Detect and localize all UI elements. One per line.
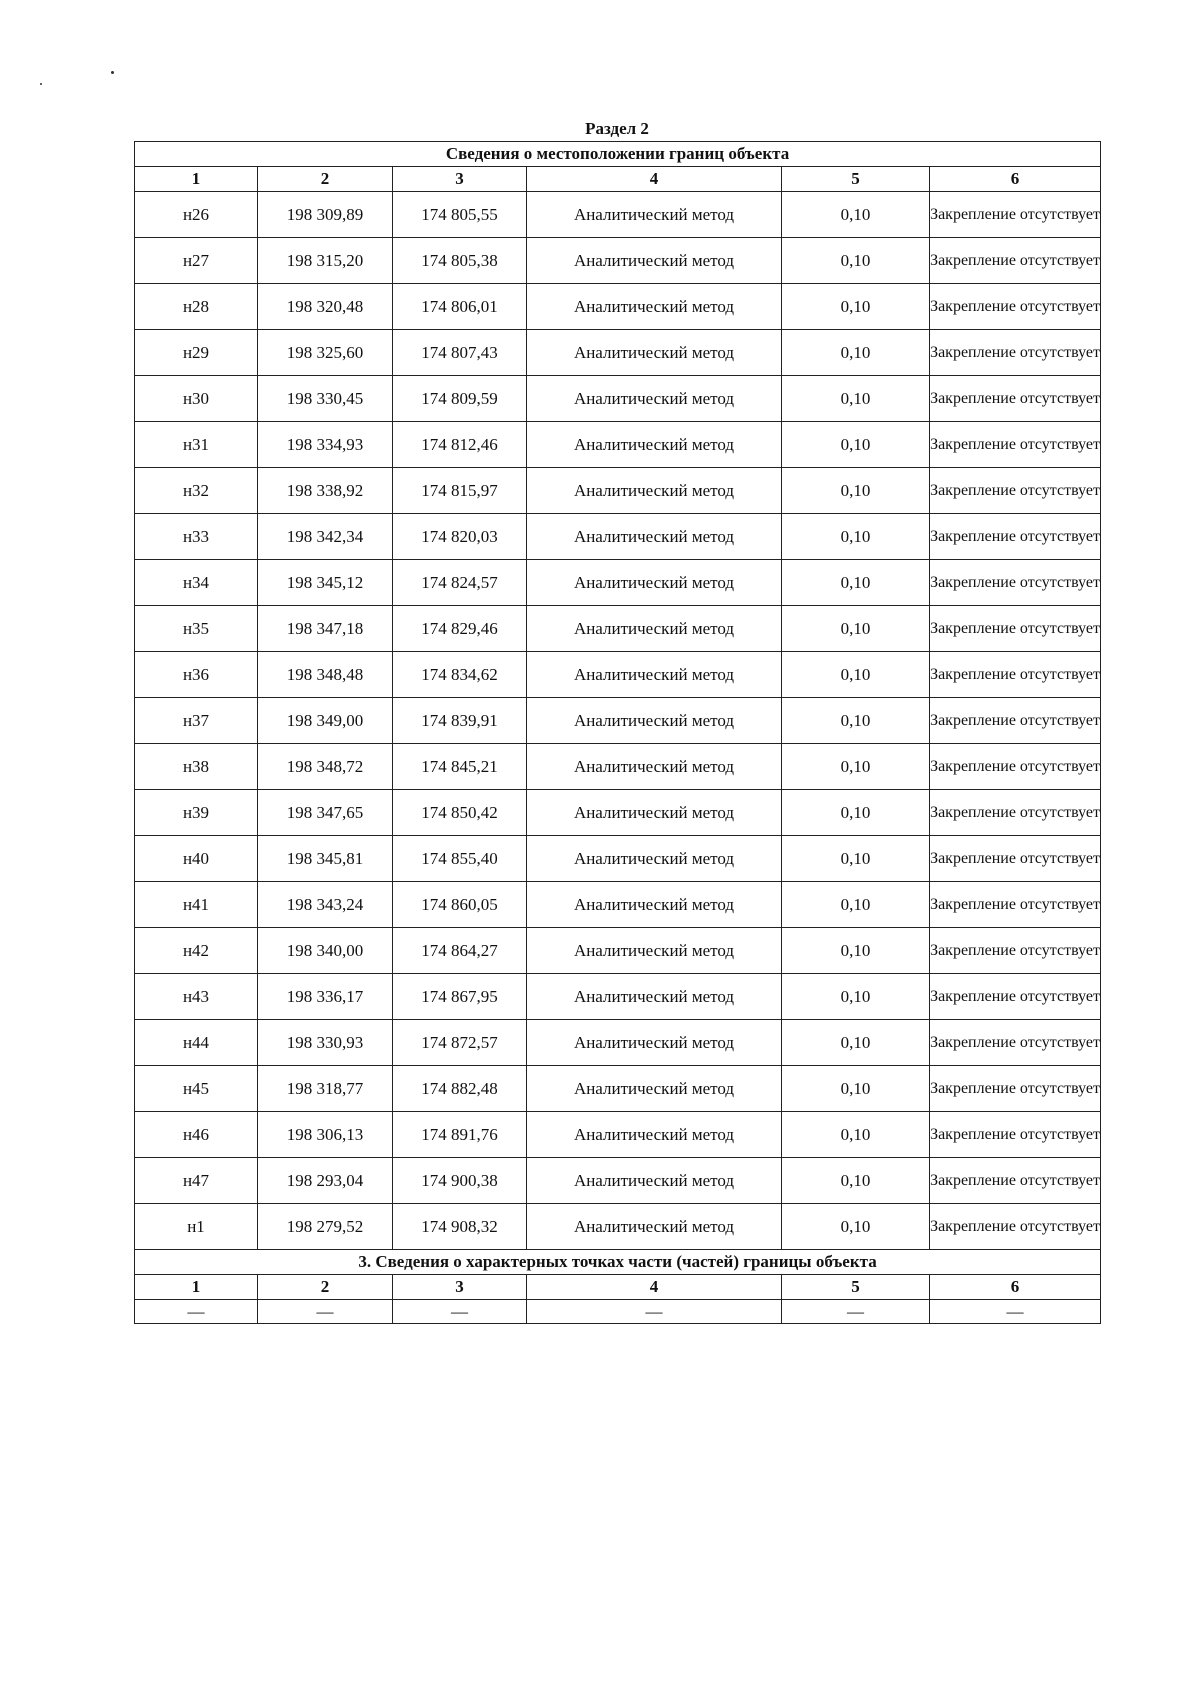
- point-number-cell: н47: [135, 1158, 258, 1204]
- fixing-description-cell: Закрепление отсутствует: [930, 1020, 1101, 1066]
- point-number-cell: н26: [135, 192, 258, 238]
- point-number-cell: н45: [135, 1066, 258, 1112]
- accuracy-cell: 0,10: [782, 1066, 930, 1112]
- y-coordinate-cell: 174 855,40: [393, 836, 527, 882]
- fixing-description-cell: Закрепление отсутствует: [930, 192, 1101, 238]
- x-coordinate-cell: 198 325,60: [258, 330, 393, 376]
- point-number-cell: н33: [135, 514, 258, 560]
- point-number-cell: н34: [135, 560, 258, 606]
- empty-cell: —: [393, 1300, 527, 1324]
- column-number: 4: [527, 1275, 782, 1300]
- x-coordinate-cell: 198 340,00: [258, 928, 393, 974]
- point-number-cell: н29: [135, 330, 258, 376]
- fixing-description-cell: Закрепление отсутствует: [930, 974, 1101, 1020]
- table-row: [135, 744, 1101, 790]
- y-coordinate-cell: 174 805,55: [393, 192, 527, 238]
- column-number: 3: [393, 1275, 527, 1300]
- x-coordinate-cell: 198 342,34: [258, 514, 393, 560]
- part3-title: 3. Сведения о характерных точках части (частей) границы объекта: [135, 1250, 1101, 1275]
- fixing-description-cell: Закрепление отсутствует: [930, 882, 1101, 928]
- x-coordinate-cell: 198 343,24: [258, 882, 393, 928]
- y-coordinate-cell: 174 805,38: [393, 238, 527, 284]
- point-number-cell: н37: [135, 698, 258, 744]
- fixing-description-cell: Закрепление отсутствует: [930, 330, 1101, 376]
- part2-column-numbers: [135, 167, 1101, 192]
- accuracy-cell: 0,10: [782, 928, 930, 974]
- table-row: [135, 422, 1101, 468]
- fixing-description-cell: Закрепление отсутствует: [930, 1158, 1101, 1204]
- x-coordinate-cell: 198 315,20: [258, 238, 393, 284]
- y-coordinate-cell: 174 809,59: [393, 376, 527, 422]
- accuracy-cell: 0,10: [782, 790, 930, 836]
- method-cell: Аналитический метод: [527, 836, 782, 882]
- fixing-description-cell: Закрепление отсутствует: [930, 744, 1101, 790]
- y-coordinate-cell: 174 882,48: [393, 1066, 527, 1112]
- method-cell: Аналитический метод: [527, 928, 782, 974]
- part3-empty-row: [135, 1300, 1101, 1324]
- table-row: [135, 1066, 1101, 1112]
- method-cell: Аналитический метод: [527, 1066, 782, 1112]
- column-number: 6: [930, 1275, 1101, 1300]
- y-coordinate-cell: 174 812,46: [393, 422, 527, 468]
- method-cell: Аналитический метод: [527, 606, 782, 652]
- fixing-description-cell: Закрепление отсутствует: [930, 1112, 1101, 1158]
- x-coordinate-cell: 198 334,93: [258, 422, 393, 468]
- y-coordinate-cell: 174 820,03: [393, 514, 527, 560]
- table-row: [135, 468, 1101, 514]
- part2-title-row: [135, 142, 1101, 167]
- table-row: [135, 974, 1101, 1020]
- point-number-cell: н30: [135, 376, 258, 422]
- y-coordinate-cell: 174 839,91: [393, 698, 527, 744]
- column-number: 2: [258, 167, 393, 192]
- empty-cell: —: [527, 1300, 782, 1324]
- y-coordinate-cell: 174 908,32: [393, 1204, 527, 1250]
- accuracy-cell: 0,10: [782, 744, 930, 790]
- empty-cell: —: [135, 1300, 258, 1324]
- x-coordinate-cell: 198 347,18: [258, 606, 393, 652]
- column-number: 1: [135, 1275, 258, 1300]
- method-cell: Аналитический метод: [527, 514, 782, 560]
- x-coordinate-cell: 198 330,45: [258, 376, 393, 422]
- x-coordinate-cell: 198 330,93: [258, 1020, 393, 1066]
- fixing-description-cell: Закрепление отсутствует: [930, 560, 1101, 606]
- fixing-description-cell: Закрепление отсутствует: [930, 1204, 1101, 1250]
- x-coordinate-cell: 198 336,17: [258, 974, 393, 1020]
- fixing-description-cell: Закрепление отсутствует: [930, 836, 1101, 882]
- y-coordinate-cell: 174 807,43: [393, 330, 527, 376]
- point-number-cell: н27: [135, 238, 258, 284]
- method-cell: Аналитический метод: [527, 376, 782, 422]
- table-row: [135, 1112, 1101, 1158]
- method-cell: Аналитический метод: [527, 560, 782, 606]
- accuracy-cell: 0,10: [782, 560, 930, 606]
- fixing-description-cell: Закрепление отсутствует: [930, 514, 1101, 560]
- accuracy-cell: 0,10: [782, 1020, 930, 1066]
- accuracy-cell: 0,10: [782, 1112, 930, 1158]
- y-coordinate-cell: 174 867,95: [393, 974, 527, 1020]
- y-coordinate-cell: 174 872,57: [393, 1020, 527, 1066]
- empty-cell: —: [258, 1300, 393, 1324]
- method-cell: Аналитический метод: [527, 1158, 782, 1204]
- method-cell: Аналитический метод: [527, 422, 782, 468]
- fixing-description-cell: Закрепление отсутствует: [930, 698, 1101, 744]
- x-coordinate-cell: 198 279,52: [258, 1204, 393, 1250]
- accuracy-cell: 0,10: [782, 698, 930, 744]
- table-row: [135, 882, 1101, 928]
- x-coordinate-cell: 198 345,12: [258, 560, 393, 606]
- y-coordinate-cell: 174 824,57: [393, 560, 527, 606]
- x-coordinate-cell: 198 348,72: [258, 744, 393, 790]
- column-number: 1: [135, 167, 258, 192]
- column-number: 2: [258, 1275, 393, 1300]
- fixing-description-cell: Закрепление отсутствует: [930, 376, 1101, 422]
- column-number: 5: [782, 167, 930, 192]
- scan-speck: [40, 83, 42, 85]
- accuracy-cell: 0,10: [782, 192, 930, 238]
- section-label: Раздел 2: [585, 119, 649, 138]
- table-row: [135, 698, 1101, 744]
- accuracy-cell: 0,10: [782, 836, 930, 882]
- scan-speck: [111, 71, 114, 74]
- empty-cell: —: [782, 1300, 930, 1324]
- method-cell: Аналитический метод: [527, 468, 782, 514]
- method-cell: Аналитический метод: [527, 1204, 782, 1250]
- y-coordinate-cell: 174 864,27: [393, 928, 527, 974]
- x-coordinate-cell: 198 349,00: [258, 698, 393, 744]
- y-coordinate-cell: 174 891,76: [393, 1112, 527, 1158]
- table-row: [135, 790, 1101, 836]
- x-coordinate-cell: 198 318,77: [258, 1066, 393, 1112]
- part3-column-numbers: [135, 1275, 1101, 1300]
- accuracy-cell: 0,10: [782, 422, 930, 468]
- table-row: [135, 238, 1101, 284]
- accuracy-cell: 0,10: [782, 974, 930, 1020]
- method-cell: Аналитический метод: [527, 882, 782, 928]
- table-row: [135, 514, 1101, 560]
- method-cell: Аналитический метод: [527, 652, 782, 698]
- point-number-cell: н44: [135, 1020, 258, 1066]
- point-number-cell: н39: [135, 790, 258, 836]
- part2-title: Сведения о местоположении границ объекта: [135, 142, 1101, 167]
- y-coordinate-cell: 174 900,38: [393, 1158, 527, 1204]
- method-cell: Аналитический метод: [527, 1112, 782, 1158]
- y-coordinate-cell: 174 834,62: [393, 652, 527, 698]
- table-row: [135, 284, 1101, 330]
- accuracy-cell: 0,10: [782, 330, 930, 376]
- x-coordinate-cell: 198 293,04: [258, 1158, 393, 1204]
- point-number-cell: н40: [135, 836, 258, 882]
- x-coordinate-cell: 198 348,48: [258, 652, 393, 698]
- method-cell: Аналитический метод: [527, 330, 782, 376]
- fixing-description-cell: Закрепление отсутствует: [930, 422, 1101, 468]
- x-coordinate-cell: 198 347,65: [258, 790, 393, 836]
- point-number-cell: н46: [135, 1112, 258, 1158]
- accuracy-cell: 0,10: [782, 1204, 930, 1250]
- method-cell: Аналитический метод: [527, 1020, 782, 1066]
- table-row: [135, 928, 1101, 974]
- method-cell: Аналитический метод: [527, 698, 782, 744]
- x-coordinate-cell: 198 306,13: [258, 1112, 393, 1158]
- point-number-cell: н31: [135, 422, 258, 468]
- y-coordinate-cell: 174 850,42: [393, 790, 527, 836]
- fixing-description-cell: Закрепление отсутствует: [930, 790, 1101, 836]
- accuracy-cell: 0,10: [782, 514, 930, 560]
- fixing-description-cell: Закрепление отсутствует: [930, 1066, 1101, 1112]
- boundary-points-table: [134, 141, 1101, 1324]
- method-cell: Аналитический метод: [527, 974, 782, 1020]
- method-cell: Аналитический метод: [527, 790, 782, 836]
- point-number-cell: н28: [135, 284, 258, 330]
- y-coordinate-cell: 174 829,46: [393, 606, 527, 652]
- part3-title-row: [135, 1250, 1101, 1275]
- x-coordinate-cell: 198 345,81: [258, 836, 393, 882]
- x-coordinate-cell: 198 320,48: [258, 284, 393, 330]
- table-row: [135, 1204, 1101, 1250]
- table-row: [135, 1020, 1101, 1066]
- point-number-cell: н41: [135, 882, 258, 928]
- accuracy-cell: 0,10: [782, 652, 930, 698]
- fixing-description-cell: Закрепление отсутствует: [930, 238, 1101, 284]
- fixing-description-cell: Закрепление отсутствует: [930, 284, 1101, 330]
- x-coordinate-cell: 198 309,89: [258, 192, 393, 238]
- y-coordinate-cell: 174 845,21: [393, 744, 527, 790]
- method-cell: Аналитический метод: [527, 192, 782, 238]
- x-coordinate-cell: 198 338,92: [258, 468, 393, 514]
- table-row: [135, 192, 1101, 238]
- fixing-description-cell: Закрепление отсутствует: [930, 606, 1101, 652]
- accuracy-cell: 0,10: [782, 284, 930, 330]
- table-row: [135, 652, 1101, 698]
- point-number-cell: н35: [135, 606, 258, 652]
- accuracy-cell: 0,10: [782, 1158, 930, 1204]
- table-row: [135, 330, 1101, 376]
- fixing-description-cell: Закрепление отсутствует: [930, 468, 1101, 514]
- table-row: [135, 1158, 1101, 1204]
- point-number-cell: н32: [135, 468, 258, 514]
- accuracy-cell: 0,10: [782, 238, 930, 284]
- accuracy-cell: 0,10: [782, 882, 930, 928]
- accuracy-cell: 0,10: [782, 468, 930, 514]
- y-coordinate-cell: 174 815,97: [393, 468, 527, 514]
- table-row: [135, 836, 1101, 882]
- table-body: [135, 142, 1101, 1324]
- empty-cell: —: [930, 1300, 1101, 1324]
- table-row: [135, 560, 1101, 606]
- method-cell: Аналитический метод: [527, 238, 782, 284]
- column-number: 5: [782, 1275, 930, 1300]
- fixing-description-cell: Закрепление отсутствует: [930, 928, 1101, 974]
- y-coordinate-cell: 174 860,05: [393, 882, 527, 928]
- point-number-cell: н43: [135, 974, 258, 1020]
- point-number-cell: н1: [135, 1204, 258, 1250]
- column-number: 6: [930, 167, 1101, 192]
- y-coordinate-cell: 174 806,01: [393, 284, 527, 330]
- fixing-description-cell: Закрепление отсутствует: [930, 652, 1101, 698]
- table-row: [135, 376, 1101, 422]
- method-cell: Аналитический метод: [527, 744, 782, 790]
- point-number-cell: н38: [135, 744, 258, 790]
- accuracy-cell: 0,10: [782, 376, 930, 422]
- accuracy-cell: 0,10: [782, 606, 930, 652]
- method-cell: Аналитический метод: [527, 284, 782, 330]
- column-number: 4: [527, 167, 782, 192]
- point-number-cell: н42: [135, 928, 258, 974]
- column-number: 3: [393, 167, 527, 192]
- point-number-cell: н36: [135, 652, 258, 698]
- table-row: [135, 606, 1101, 652]
